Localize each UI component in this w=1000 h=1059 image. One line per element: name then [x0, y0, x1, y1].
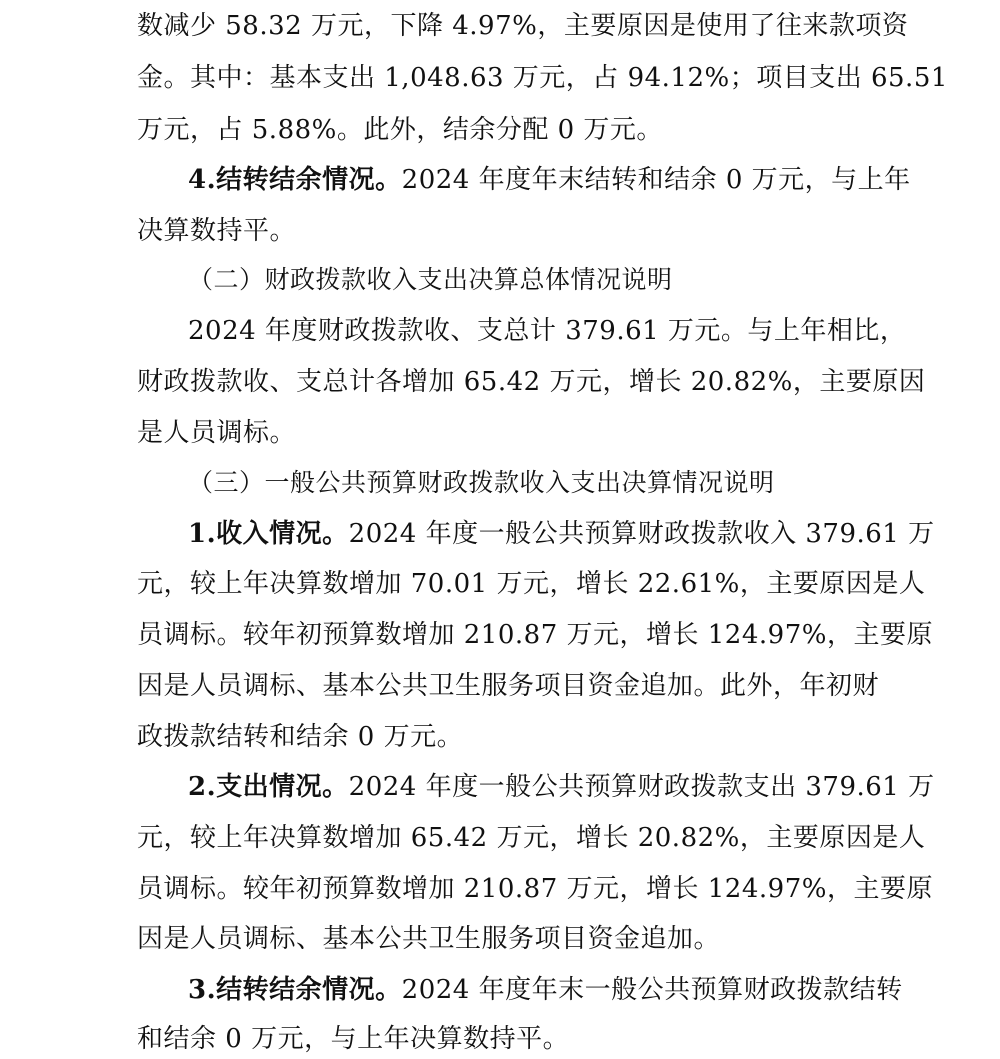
- paragraph-line: 数减少 58.32 万元，下降 4.97%，主要原因是使用了往来款项资: [137, 11, 909, 41]
- paragraph-line: 元，较上年决算数增加 65.42 万元，增长 20.82%，主要原因是人: [137, 823, 926, 853]
- paragraph-line: 决算数持平。: [137, 216, 297, 246]
- paragraph-line: 金。其中：基本支出 1,048.63 万元，占 94.12%；项目支出 65.51: [137, 63, 948, 93]
- paragraph-line: 元，较上年决算数增加 70.01 万元，增长 22.61%，主要原因是人: [137, 569, 926, 599]
- section-lead: 2.支出情况。: [188, 772, 349, 802]
- section-lead: 4.结转结余情况。: [188, 165, 402, 195]
- paragraph-line: 3.结转结余情况。2024 年度年末一般公共预算财政拨款结转: [188, 975, 903, 1005]
- paragraph-line: 员调标。较年初预算数增加 210.87 万元，增长 124.97%，主要原: [137, 874, 933, 904]
- paragraph-line: 员调标。较年初预算数增加 210.87 万元，增长 124.97%，主要原: [137, 620, 933, 650]
- paragraph-line: 1.收入情况。2024 年度一般公共预算财政拨款收入 379.61 万: [188, 519, 935, 549]
- paragraph-line: 政拨款结转和结余 0 万元。: [137, 722, 464, 752]
- paragraph-line: 是人员调标。: [137, 418, 297, 448]
- section-heading: （三）一般公共预算财政拨款收入支出决算情况说明: [188, 468, 775, 497]
- section-lead: 1.收入情况。: [188, 519, 349, 549]
- section-heading: （二）财政拨款收入支出决算总体情况说明: [188, 265, 673, 294]
- paragraph-line: 和结余 0 万元，与上年决算数持平。: [137, 1024, 570, 1054]
- section-lead: 3.结转结余情况。: [188, 975, 402, 1005]
- paragraph-line: 万元，占 5.88%。此外，结余分配 0 万元。: [137, 115, 663, 145]
- paragraph-line: 2.支出情况。2024 年度一般公共预算财政拨款支出 379.61 万: [188, 772, 935, 802]
- paragraph-line: 财政拨款收、支总计各增加 65.42 万元，增长 20.82%，主要原因: [137, 367, 926, 397]
- paragraph-line: 因是人员调标、基本公共卫生服务项目资金追加。此外，年初财: [137, 671, 880, 701]
- paragraph-line: 因是人员调标、基本公共卫生服务项目资金追加。: [137, 924, 721, 954]
- paragraph-line: 2024 年度财政拨款收、支总计 379.61 万元。与上年相比，: [188, 316, 907, 346]
- paragraph-line: 4.结转结余情况。2024 年度年末结转和结余 0 万元，与上年: [188, 165, 911, 195]
